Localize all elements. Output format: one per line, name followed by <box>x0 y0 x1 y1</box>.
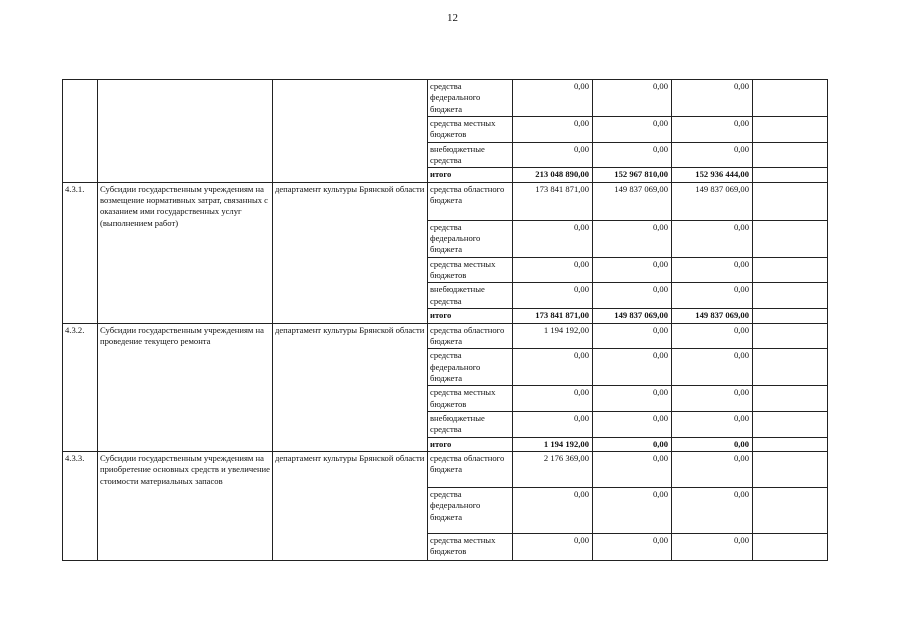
value-cell: 2 176 369,00 <box>513 451 593 487</box>
value-cell: 0,00 <box>672 411 753 437</box>
value-cell: 0,00 <box>672 533 753 560</box>
value-cell: 0,00 <box>672 283 753 309</box>
source-cell: итого <box>428 309 513 323</box>
value-cell: 149 837 069,00 <box>672 182 753 220</box>
value-cell: 0,00 <box>513 386 593 412</box>
empty-cell <box>753 80 828 117</box>
source-cell: итого <box>428 168 513 182</box>
page-number: 12 <box>447 12 458 24</box>
source-cell: внебюджетные средства <box>428 283 513 309</box>
empty-cell <box>753 309 828 323</box>
source-cell: средства федерального бюджета <box>428 349 513 386</box>
value-cell: 0,00 <box>593 117 672 143</box>
table-row <box>63 323 828 349</box>
empty-cell <box>753 168 828 182</box>
value-cell: 149 837 069,00 <box>593 182 672 220</box>
value-cell: 0,00 <box>593 283 672 309</box>
empty-cell <box>753 386 828 412</box>
empty-cell <box>753 142 828 168</box>
value-cell: 0,00 <box>593 349 672 386</box>
source-cell: внебюджетные средства <box>428 142 513 168</box>
value-cell: 0,00 <box>672 80 753 117</box>
item-number: 4.3.1. <box>63 182 98 323</box>
value-cell: 0,00 <box>672 257 753 283</box>
value-cell: 0,00 <box>513 220 593 257</box>
value-cell: 0,00 <box>672 437 753 451</box>
empty-cell <box>753 451 828 487</box>
num-cell <box>63 80 98 183</box>
value-cell: 1 194 192,00 <box>513 323 593 349</box>
value-cell: 0,00 <box>593 411 672 437</box>
value-cell: 0,00 <box>672 487 753 533</box>
source-cell: средства местных бюджетов <box>428 386 513 412</box>
value-cell: 0,00 <box>672 349 753 386</box>
value-cell: 0,00 <box>513 257 593 283</box>
value-cell: 0,00 <box>593 220 672 257</box>
dept-cell <box>273 80 428 183</box>
budget-table <box>62 79 828 561</box>
empty-cell <box>753 182 828 220</box>
value-cell: 0,00 <box>593 386 672 412</box>
value-cell: 0,00 <box>593 80 672 117</box>
value-cell: 0,00 <box>672 220 753 257</box>
value-cell: 0,00 <box>672 451 753 487</box>
empty-cell <box>753 283 828 309</box>
value-cell: 0,00 <box>672 117 753 143</box>
item-department: департамент культуры Брянской области <box>273 182 428 323</box>
value-cell: 0,00 <box>593 533 672 560</box>
value-cell: 0,00 <box>513 117 593 143</box>
source-cell: средства федерального бюджета <box>428 487 513 533</box>
source-cell: средства местных бюджетов <box>428 117 513 143</box>
value-cell: 0,00 <box>513 411 593 437</box>
name-cell <box>98 80 273 183</box>
empty-cell <box>753 257 828 283</box>
value-cell: 152 967 810,00 <box>593 168 672 182</box>
source-cell: итого <box>428 437 513 451</box>
value-cell: 152 936 444,00 <box>672 168 753 182</box>
item-department: департамент культуры Брянской области <box>273 451 428 560</box>
empty-cell <box>753 323 828 349</box>
source-cell: средства федерального бюджета <box>428 220 513 257</box>
empty-cell <box>753 220 828 257</box>
value-cell: 0,00 <box>513 349 593 386</box>
item-department: департамент культуры Брянской области <box>273 323 428 451</box>
value-cell: 0,00 <box>593 451 672 487</box>
item-number: 4.3.2. <box>63 323 98 451</box>
value-cell: 0,00 <box>513 533 593 560</box>
empty-cell <box>753 533 828 560</box>
source-cell: средства федерального бюджета <box>428 80 513 117</box>
empty-cell <box>753 411 828 437</box>
item-number: 4.3.3. <box>63 451 98 560</box>
value-cell: 0,00 <box>513 283 593 309</box>
item-name: Субсидии государственным учреждениям на проведение текущего ремонта <box>98 323 273 451</box>
value-cell: 149 837 069,00 <box>593 309 672 323</box>
value-cell: 0,00 <box>513 487 593 533</box>
value-cell: 173 841 871,00 <box>513 182 593 220</box>
table-row <box>63 182 828 220</box>
source-cell: средства областного бюджета <box>428 323 513 349</box>
value-cell: 0,00 <box>593 257 672 283</box>
source-cell: средства областного бюджета <box>428 182 513 220</box>
value-cell: 149 837 069,00 <box>672 309 753 323</box>
empty-cell <box>753 437 828 451</box>
table-row <box>63 451 828 487</box>
item-name: Субсидии государственным учреждениям на приобретение основных средств и увеличение стоимости материальных запасов <box>98 451 273 560</box>
empty-cell <box>753 487 828 533</box>
source-cell: средства областного бюджета <box>428 451 513 487</box>
value-cell: 0,00 <box>513 142 593 168</box>
value-cell: 0,00 <box>593 142 672 168</box>
value-cell: 0,00 <box>672 323 753 349</box>
value-cell: 0,00 <box>593 323 672 349</box>
empty-cell <box>753 117 828 143</box>
source-cell: средства местных бюджетов <box>428 533 513 560</box>
value-cell: 0,00 <box>672 386 753 412</box>
source-cell: внебюджетные средства <box>428 411 513 437</box>
value-cell: 0,00 <box>672 142 753 168</box>
value-cell: 0,00 <box>513 80 593 117</box>
source-cell: средства местных бюджетов <box>428 257 513 283</box>
table-row <box>63 80 828 117</box>
value-cell: 0,00 <box>593 437 672 451</box>
value-cell: 213 048 890,00 <box>513 168 593 182</box>
value-cell: 173 841 871,00 <box>513 309 593 323</box>
item-name: Субсидии государственным учреждениям на возмещение нормативных затрат, связанных с оказанием ими государственных услуг (выполнением работ) <box>98 182 273 323</box>
empty-cell <box>753 349 828 386</box>
value-cell: 1 194 192,00 <box>513 437 593 451</box>
value-cell: 0,00 <box>593 487 672 533</box>
